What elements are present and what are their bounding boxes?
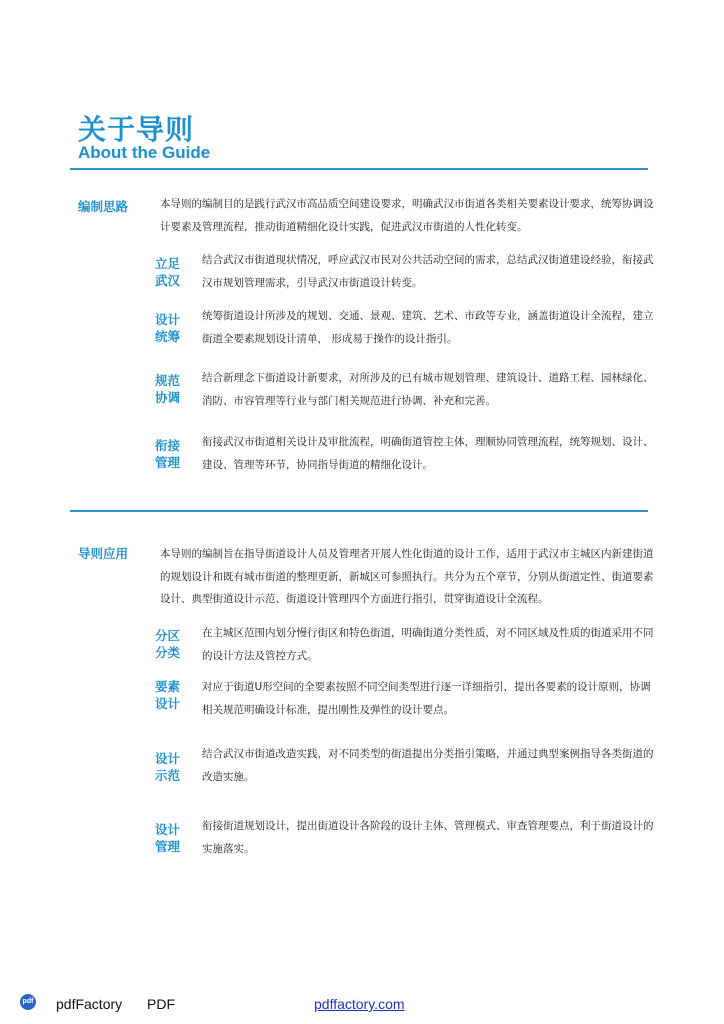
sub-text: 结合新理念下街道设计新要求，对所涉及的已有城市规划管理、建筑设计、道路工程、园林绿化、消防、市容管理等行业与部门相关规范进行协调、补充和完善。 bbox=[202, 372, 654, 407]
pdf-footer bbox=[0, 994, 724, 1014]
section-label-compile: 编制思路 bbox=[78, 199, 129, 214]
pdf-icon: pdf bbox=[20, 994, 36, 1010]
section-label-application: 导则应用 bbox=[78, 546, 129, 561]
sub-label: 设计示范 bbox=[155, 751, 181, 783]
divider-top bbox=[70, 168, 648, 170]
sub-label: 设计统筹 bbox=[155, 312, 181, 344]
sub-label: 规范协调 bbox=[155, 373, 181, 405]
sub-text: 统筹街道设计所涉及的规划、交通、景观、建筑、艺术、市政等专业，涵盖街道设计全流程，建立街道全要素规划设计清单， 形成易于操作的设计指引。 bbox=[202, 310, 654, 345]
sub-label: 衔接管理 bbox=[155, 438, 181, 470]
sub-text: 结合武汉市街道改造实践，对不同类型的街道提出分类指引策略，并通过典型案例指导各类街道的改造实施。 bbox=[202, 748, 654, 783]
sub-label: 设计管理 bbox=[155, 822, 181, 854]
section-text-application: 本导则的编制旨在指导街道设计人员及管理者开展人性化街道的设计工作，适用于武汉市主城区内新建街道的规划设计和既有城市街道的整理更新，新城区可参照执行。共分为五个章节，分别从街道定性、街道要素设计、典型街道设计示范、街道设计管理四个方面进行指引，贯穿街道设计全流程。 bbox=[160, 548, 654, 605]
page-subtitle: About the Guide bbox=[78, 143, 211, 162]
footer-pdf: PDF bbox=[147, 996, 175, 1012]
sub-text: 衔接武汉市街道相关设计及审批流程，明确街道管控主体，理顺协同管理流程，统筹规划、设计、建设、管理等环节，协同指导街道的精细化设计。 bbox=[202, 436, 654, 471]
footer-link[interactable]: pdffactory.com bbox=[314, 996, 405, 1012]
page-title: 关于导则 bbox=[78, 113, 195, 146]
sub-label: 分区分类 bbox=[155, 628, 181, 660]
divider-middle bbox=[70, 510, 648, 512]
sub-text: 对应于街道U形空间的全要素按照不同空间类型进行逐一详细指引，提出各要素的设计原则，协调相关规范明确设计标准，提出刚性及弹性的设计要点。 bbox=[202, 681, 651, 716]
section-text-compile: 本导则的编制目的是践行武汉市高品质空间建设要求，明确武汉市街道各类相关要素设计要求，统筹协调设计要素及管理流程，推动街道精细化设计实践，促进武汉市街道的人性化转变。 bbox=[160, 198, 654, 233]
sub-label: 立足武汉 bbox=[155, 256, 181, 288]
sub-text: 在主城区范围内划分慢行街区和特色街道，明确街道分类性质，对不同区域及性质的街道采用不同的设计方法及管控方式。 bbox=[202, 627, 654, 662]
sub-text: 结合武汉市街道现状情况，呼应武汉市民对公共活动空间的需求，总结武汉街道建设经验，衔接武汉市规划管理需求，引导武汉市街道设计转变。 bbox=[202, 254, 654, 289]
sub-label: 要素设计 bbox=[155, 679, 181, 711]
sub-text: 衔接街道规划设计，提出街道设计各阶段的设计主体、管理模式、审查管理要点，利于街道设计的实施落实。 bbox=[202, 820, 654, 855]
footer-brand: pdfFactory bbox=[56, 996, 123, 1012]
